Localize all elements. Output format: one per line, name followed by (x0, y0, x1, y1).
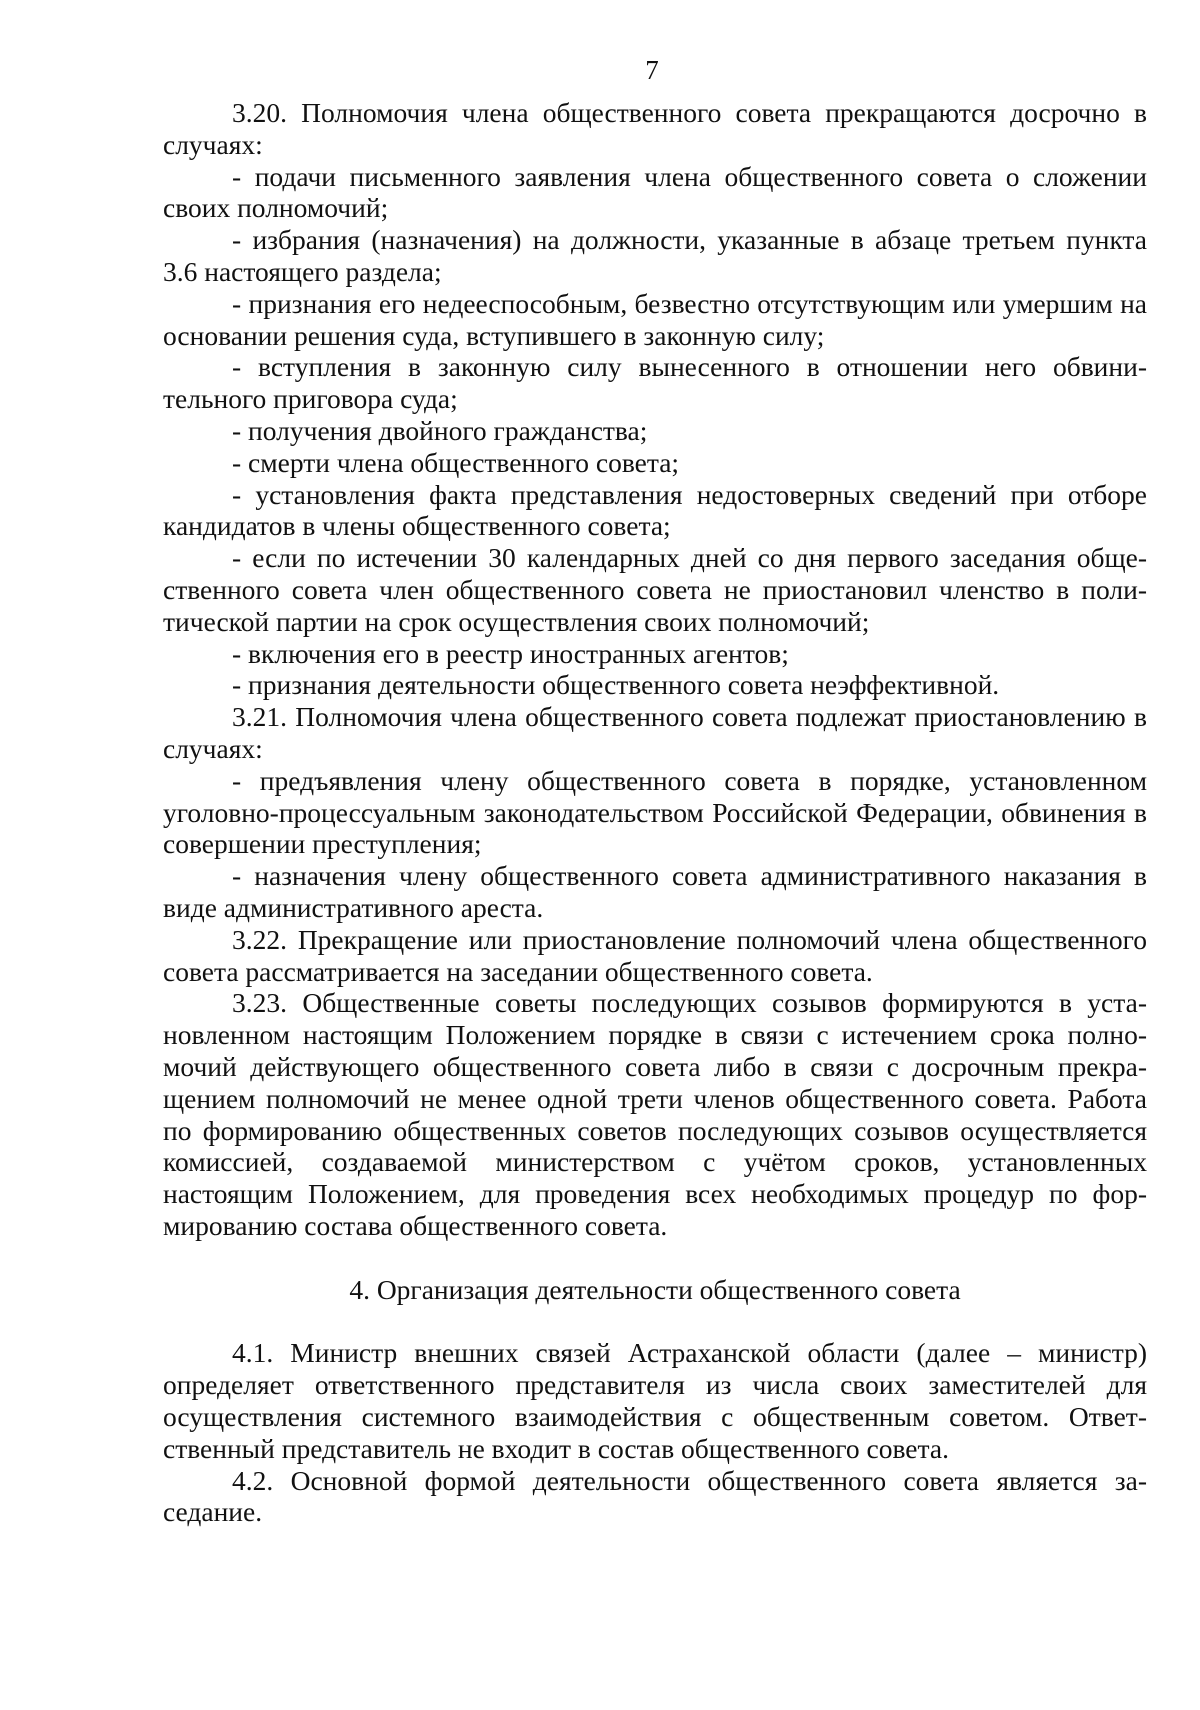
list-item: - назначения члену общественного совета административного наказания в виде административного ареста. (163, 860, 1147, 923)
list-item: - признания его недееспособным, безвестно отсутствующим или умершим на основании решения суда, вступившего в законную силу; (163, 287, 1147, 351)
list-item: - признания деятельности общественного совета неэффективной. (232, 669, 1000, 701)
list-item: - подачи письменного заявления члена общественного совета о сложении своих полномочий; (163, 160, 1147, 224)
paragraph-3-20: 3.20. Полномочия члена общественного совета прекращаются досрочно в случаях: (163, 97, 1147, 160)
section-heading: 4. Организация деятельности общественного совета (349, 1273, 961, 1305)
page-number: 7 (645, 55, 659, 85)
paragraph-3-23: 3.23. Общественные советы последующих созывов формируются в установленном настоящим Положением порядке в связи с истечением срока полномочий действующего общественного совета либо в связи с досрочным прекращением полномочий не менее одной трети членов общественного совета. Работа по формированию общественных советов последующих созывов осуществляется комиссией, создаваемой министерством с учётом сроков, установленных настоящим Положением, для проведения всех необходимых процедур по формированию состава общественного совета. (163, 987, 1147, 1241)
document-body (163, 97, 1147, 1528)
list-item: - вступления в законную силу вынесенного в отношении него обвинительного приговора суда; (163, 351, 1147, 415)
list-item: - установления факта представления недостоверных сведений при отборе кандидатов в члены общественного совета; (163, 478, 1147, 542)
list-item: - смерти члена общественного совета; (232, 446, 680, 478)
list-item: - если по истечении 30 календарных дней со дня первого заседания общественного совета член общественного совета не приостановил членство в политической партии на срок осуществления своих полномочий; (163, 542, 1147, 637)
list-item: - избрания (назначения) на должности, указанные в абзаце третьем пункта 3.6 настоящего раздела; (163, 224, 1147, 287)
paragraph-4-2: 4.2. Основной формой деятельности общественного совета является заседание. (163, 1464, 1147, 1528)
paragraph-3-22: 3.22. Прекращение или приостановление полномочий члена общественного совета рассматривается на заседании общественного совета. (163, 923, 1147, 987)
list-item: - включения его в реестр иностранных агентов; (232, 637, 789, 669)
paragraph-3-21: 3.21. Полномочия члена общественного совета подлежат приостановлению в случаях: (163, 701, 1147, 764)
list-item: - получения двойного гражданства; (232, 414, 648, 446)
paragraph-4-1: 4.1. Министр внешних связей Астраханской области (далее – министр) определяет ответственного представителя из числа своих заместителей для осуществления системного взаимодействия с общественным советом. Ответственный представитель не входит в состав общественного совета. (163, 1337, 1147, 1464)
list-item: - предъявления члену общественного совета в порядке, установленном уголовно-процессуальным законодательством Российской Федерации, обвинения в совершении преступления; (163, 764, 1147, 860)
